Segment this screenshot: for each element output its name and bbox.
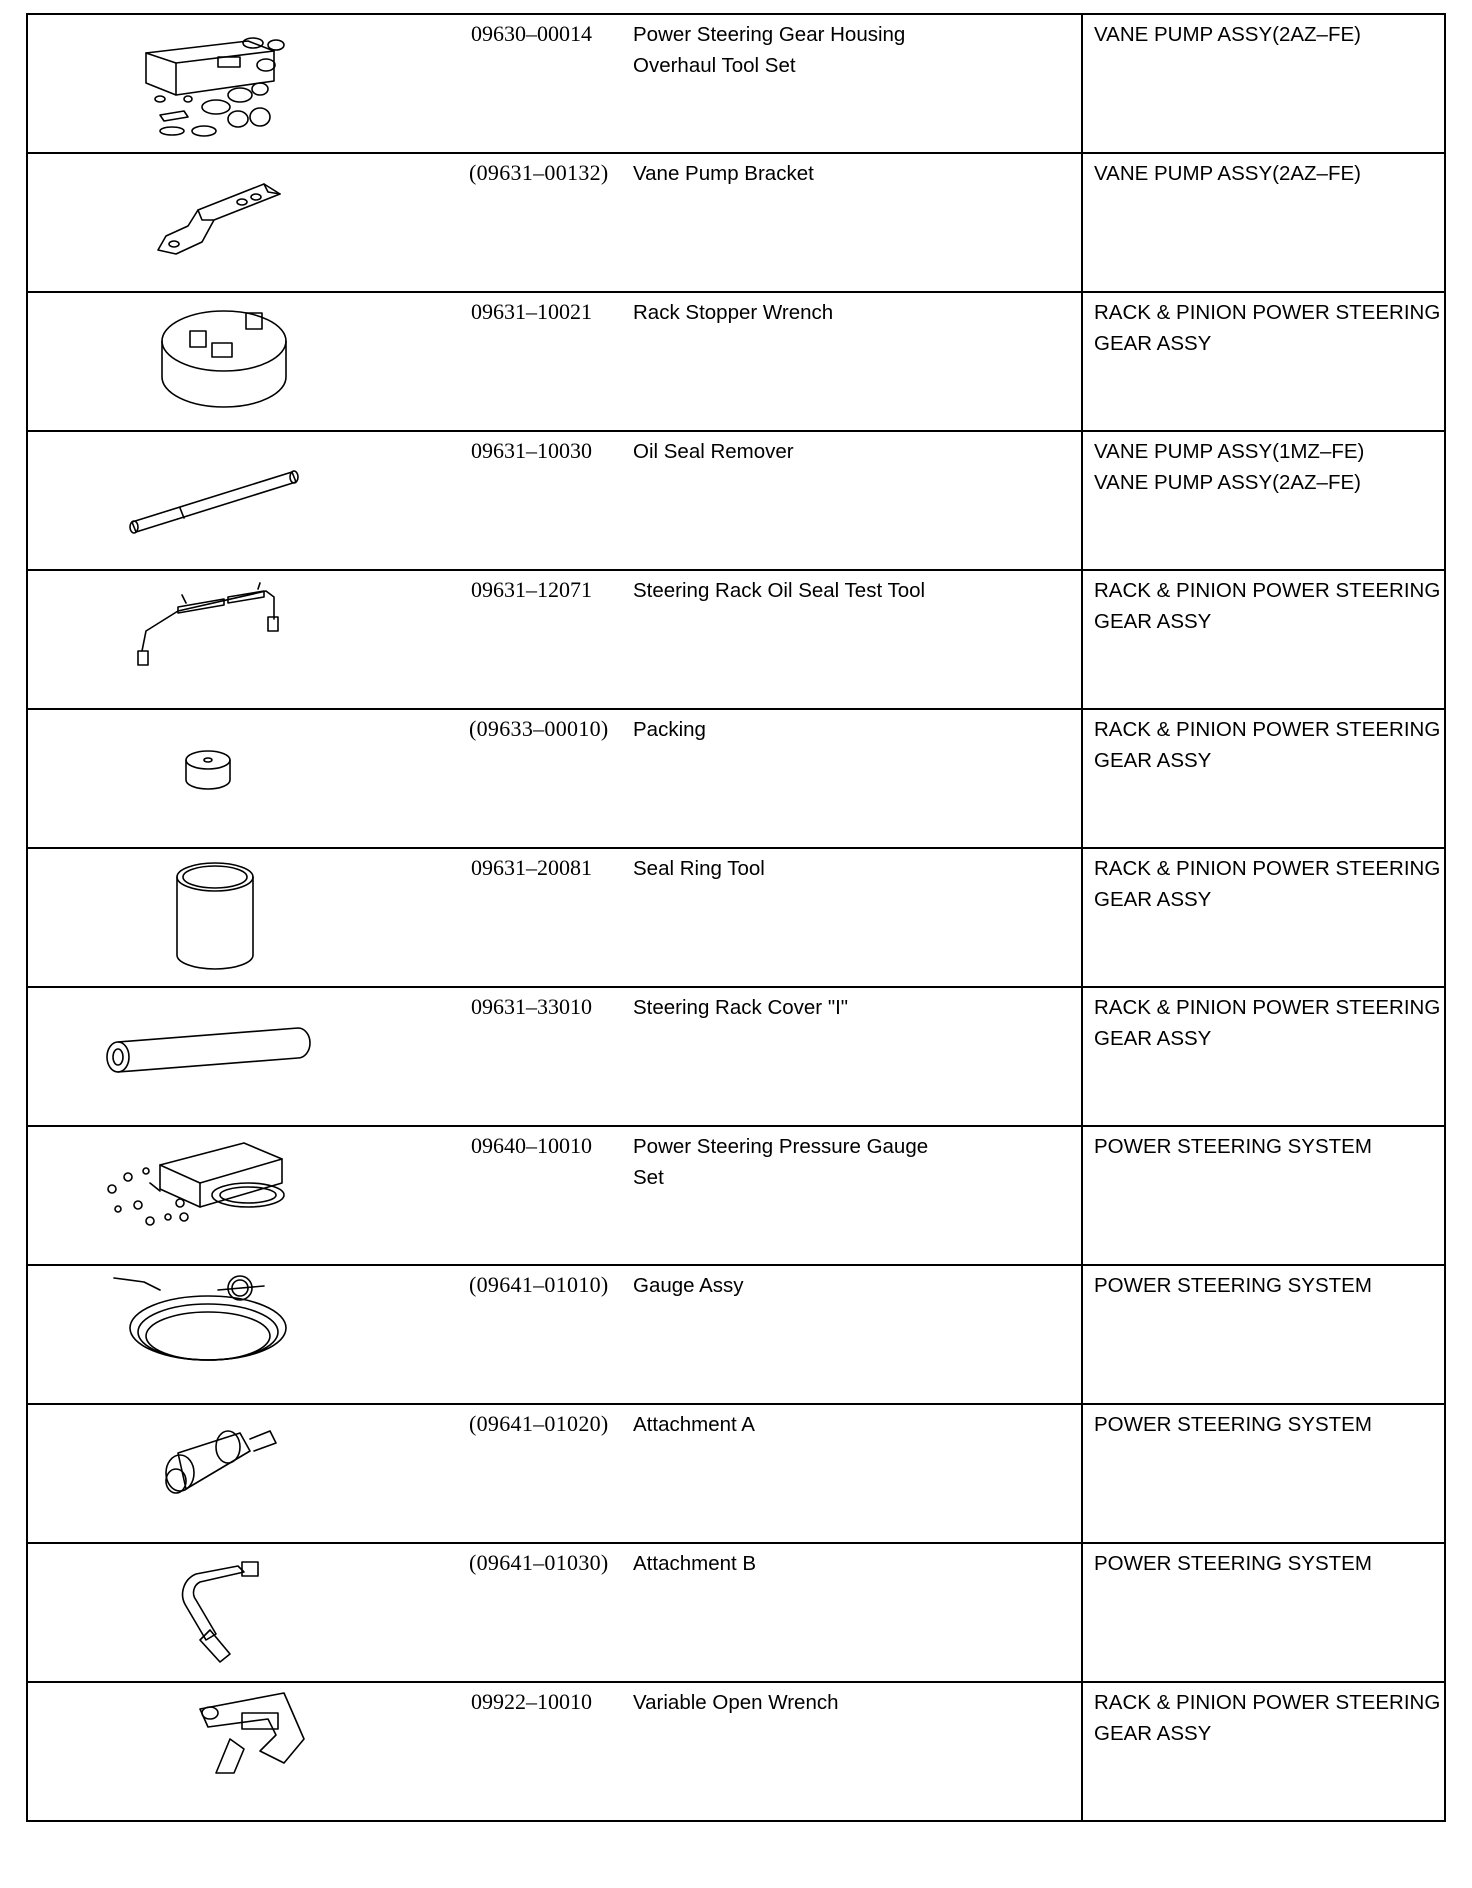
usage-line: POWER STEERING SYSTEM	[1094, 1413, 1372, 1436]
rod-icon	[28, 432, 452, 571]
rack-cover-icon	[28, 988, 452, 1127]
part-number: (09633–00010)	[469, 716, 609, 741]
gauge-set-icon	[28, 1127, 452, 1266]
part-name: Vane Pump Bracket	[633, 162, 814, 185]
usage-line: VANE PUMP ASSY(2AZ–FE)	[1094, 23, 1361, 46]
usage-line: RACK & PINION POWER STEERING GEAR ASSY	[1094, 996, 1441, 1050]
usage-line: RACK & PINION POWER STEERING GEAR ASSY	[1094, 301, 1441, 355]
part-number: 09631–12071	[471, 577, 592, 602]
usage-line: POWER STEERING SYSTEM	[1094, 1135, 1372, 1158]
part-name: Power Steering Pressure Gauge Set	[633, 1135, 929, 1189]
usage-line: RACK & PINION POWER STEERING GEAR ASSY	[1094, 857, 1441, 911]
usage-line: POWER STEERING SYSTEM	[1094, 1274, 1372, 1297]
part-number: 09640–10010	[471, 1133, 592, 1158]
special-service-tools-table	[26, 13, 1446, 1822]
table-row	[27, 14, 1445, 153]
seal-ring-icon	[28, 849, 452, 988]
part-name: Oil Seal Remover	[633, 440, 794, 463]
part-name: Attachment A	[633, 1413, 755, 1436]
part-name: Packing	[633, 718, 706, 741]
usage-line: RACK & PINION POWER STEERING GEAR ASSY	[1094, 1691, 1441, 1745]
part-name: Steering Rack Oil Seal Test Tool	[633, 579, 926, 602]
part-name: Rack Stopper Wrench	[633, 301, 834, 324]
table-row	[27, 987, 1445, 1126]
part-number: (09641–01030)	[469, 1550, 609, 1575]
table-row	[27, 1682, 1445, 1821]
tool-set-icon	[28, 15, 452, 154]
part-number: 09631–10030	[471, 438, 592, 463]
open-wrench-icon	[28, 1683, 452, 1822]
part-name: Seal Ring Tool	[633, 857, 765, 880]
usage-line: POWER STEERING SYSTEM	[1094, 1552, 1372, 1575]
part-number: 09631–20081	[471, 855, 592, 880]
stopper-wrench-icon	[28, 293, 452, 432]
part-name: Steering Rack Cover "I"	[633, 996, 849, 1019]
usage-line: VANE PUMP ASSY(1MZ–FE)	[1094, 440, 1365, 463]
usage-line: VANE PUMP ASSY(2AZ–FE)	[1094, 162, 1361, 185]
part-name: Power Steering Gear Housing Overhaul Tool Set	[633, 23, 906, 77]
table-row	[27, 570, 1445, 709]
test-tool-icon	[28, 571, 452, 710]
part-name: Variable Open Wrench	[633, 1691, 839, 1714]
table-row	[27, 848, 1445, 987]
part-name: Gauge Assy	[633, 1274, 744, 1297]
part-number: (09641–01020)	[469, 1411, 609, 1436]
part-number: 09630–00014	[471, 21, 592, 46]
table-row	[27, 431, 1445, 570]
table-row	[27, 1543, 1445, 1682]
usage-line: RACK & PINION POWER STEERING GEAR ASSY	[1094, 718, 1441, 772]
table-row	[27, 1404, 1445, 1543]
table-row	[27, 1126, 1445, 1265]
gauge-icon	[28, 1266, 452, 1405]
table-row	[27, 1265, 1445, 1404]
attachment-b-icon	[28, 1544, 452, 1683]
table-row	[27, 709, 1445, 848]
part-name: Attachment B	[633, 1552, 757, 1575]
table-row	[27, 153, 1445, 292]
table-row	[27, 292, 1445, 431]
part-number: (09631–00132)	[469, 160, 609, 185]
part-number: (09641–01010)	[469, 1272, 609, 1297]
usage-line: VANE PUMP ASSY(2AZ–FE)	[1094, 471, 1361, 494]
usage-line: RACK & PINION POWER STEERING GEAR ASSY	[1094, 579, 1441, 633]
part-number: 09631–10021	[471, 299, 592, 324]
part-number: 09631–33010	[471, 994, 592, 1019]
part-number: 09922–10010	[471, 1689, 592, 1714]
attachment-a-icon	[28, 1405, 452, 1544]
packing-icon	[28, 710, 452, 849]
bracket-icon	[28, 154, 452, 293]
